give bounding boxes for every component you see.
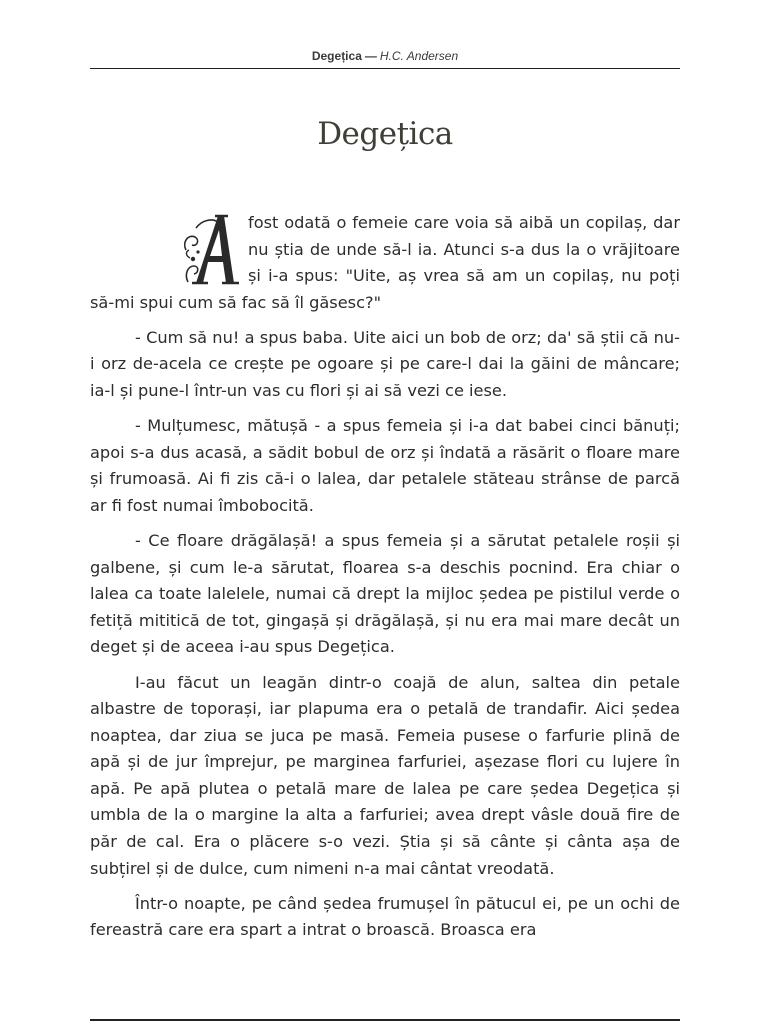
paragraph-6: Într-o noapte, pe când ședea frumușel în pătucul ei, pe un ochi de fereastră care era spart a intrat o broască. Broasca era bbox=[90, 893, 680, 940]
paragraph-4: - Ce floare drăgălașă! a spus femeia și a sărutat petalele roșii și galbene, și cum le-a sărutat, floarea s-a deschis pocnind. Era chiar o lalea ca toate lalelele, numai că drept la mijloc ședea pe pistilul verde o fetiță mititică de tot, gingașă și drăgălașă, și nu era mai mare decât un deget și de aceea i-au spus Degețica. bbox=[90, 531, 680, 657]
header-separator: — bbox=[364, 49, 377, 63]
header-author: H.C. Andersen bbox=[379, 49, 459, 63]
story-body bbox=[90, 210, 680, 952]
paragraph-2: - Cum să nu! a spus baba. Uite aici un bob de orz; da' să știi că nu-i orz de-acela ce crește pe ogoare și pe care-l dai la găini de mâncare; ia-l și pune-l într-un vas cu flori și ai să vezi ce iese. bbox=[90, 327, 680, 401]
footer-rule bbox=[90, 1019, 680, 1021]
paragraph-1 bbox=[90, 210, 680, 316]
header-rule bbox=[90, 68, 680, 69]
story-title: Degețica bbox=[317, 116, 453, 152]
paragraph-1-text: fost odată o femeie care voia să aibă un copilaș, dar nu știa de unde să-l ia. Atunci s-a dus la o vrăjitoare și i-a spus: "Uite, aș vrea să am un copilaș, nu poți să-mi spui cum să fac să îl găsesc?" bbox=[90, 213, 680, 312]
header-book-title: Degețica bbox=[311, 49, 362, 63]
paragraph-3: - Mulțumesc, mătușă - a spus femeia și i-a dat babei cinci bănuți; apoi s-a dus acasă, a sădit bobul de orz și îndată a răsărit o floare mare și frumoasă. Ai fi zis că-i o lalea, dar petalele stăteau strânse de parcă ar fi fost numai îmbobocită. bbox=[90, 416, 680, 515]
running-header bbox=[90, 48, 680, 64]
paragraph-5: I-au făcut un leagăn dintr-o coajă de alun, saltea din petale albastre de toporași, iar plapuma era o petală de trandafir. Aici ședea noaptea, dar ziua se juca pe masă. Femeia pusese o farfurie plină de apă și de jur împrejur, pe marginea farfuriei, așezase flori cu lujere în apă. Pe apă plutea o petală mare de lalea pe care ședea Degețica și umbla de la o margine la alta a farfuriei; avea drept vâsle două fire de păr de cal. Era o plăcere s-o vezi. Știa și să cânte și cânta așa de subțirel și de dulce, cum nimeni n-a mai cântat vreodată. bbox=[90, 672, 680, 878]
ornamental-dropcap-a-icon bbox=[182, 212, 240, 286]
